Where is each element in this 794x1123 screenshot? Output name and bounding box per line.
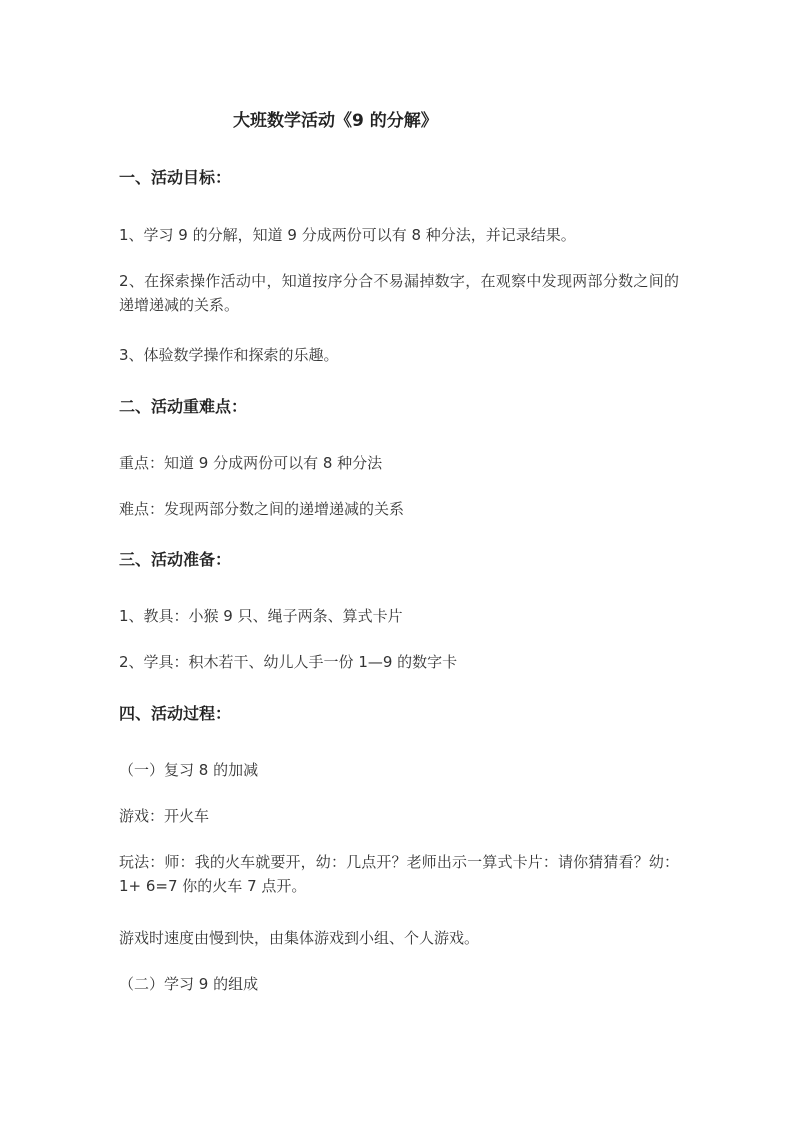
difficulty-text: 难点：发现两部分数之间的递增递减的关系 <box>119 500 405 518</box>
goal-item-3: 3、体验数学操作和探索的乐趣。 <box>119 346 339 364</box>
key-point-text: 重点：知道 9 分成两份可以有 8 种分法 <box>119 454 383 472</box>
game-note-text: 游戏时速度由慢到快，由集体游戏到小组、个人游戏。 <box>119 929 480 947</box>
section-heading-key-points: 二、活动重难点： <box>119 397 248 416</box>
section-heading-process: 四、活动过程： <box>119 704 232 723</box>
section-heading-preparation: 三、活动准备： <box>119 550 232 569</box>
goal-item-2: 2、在探索操作活动中，知道按序分合不易漏掉数字，在观察中发现两部分数之间的递增递减的关系。 <box>119 272 679 314</box>
process-part-1-title: （一）复习 8 的加减 <box>119 761 259 779</box>
process-part-2-title: （二）学习 9 的组成 <box>119 975 259 993</box>
play-method-text: 玩法：师：我的火车就要开，幼：几点开？老师出示一算式卡片：请你猜猜看？幼：1+ 6=7 你的火车 7 点开。 <box>119 853 679 895</box>
document-title: 大班数学活动《9 的分解》 <box>233 111 438 131</box>
game-name: 游戏：开火车 <box>119 807 210 825</box>
section-heading-goals: 一、活动目标： <box>119 168 232 187</box>
goal-item-1: 1、学习 9 的分解，知道 9 分成两份可以有 8 种分法，并记录结果。 <box>119 226 576 244</box>
preparation-item-2: 2、学具：积木若干、幼儿人手一份 1—9 的数字卡 <box>119 653 458 671</box>
preparation-item-1: 1、教具：小猴 9 只、绳子两条、算式卡片 <box>119 607 403 625</box>
